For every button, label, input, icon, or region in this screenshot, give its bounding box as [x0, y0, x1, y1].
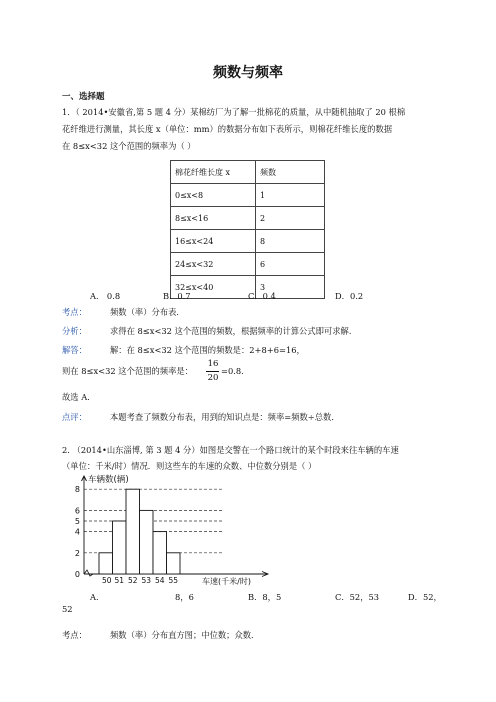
- table-header: 频数: [256, 161, 325, 184]
- histogram-bar: [99, 553, 113, 574]
- table-cell: 24≤x<32: [171, 253, 256, 276]
- histogram-bar: [113, 521, 127, 574]
- page-title: 频数与频率: [213, 65, 283, 81]
- x-tick-label: 50: [101, 576, 112, 585]
- q1-dianping: 本题考查了频数分布表，用到的知识点是：频率=频数÷总数．: [110, 412, 340, 422]
- frequency-table: [170, 160, 325, 299]
- q2-option-b: B．8，5: [248, 592, 282, 602]
- y-tick-label: 0: [74, 570, 80, 579]
- q1-fenxi-label: 分析：: [62, 326, 87, 336]
- q2-line1: 2. （2014•山东淄博, 第 3 题 4 分）如图是交警在一个路口统计的某个时段来往车辆的车速: [62, 445, 399, 455]
- x-tick-label: 54: [154, 576, 165, 585]
- table-cell: 0≤x<8: [171, 184, 256, 207]
- x-tick-label: 53: [141, 576, 152, 585]
- table-cell: 2: [256, 207, 325, 230]
- x-axis-label: 车速(千米/时): [202, 577, 251, 586]
- table-row: [171, 184, 325, 207]
- table-cell: 32≤x<40: [171, 276, 256, 299]
- table-row: [171, 230, 325, 253]
- fraction-bar: [206, 371, 219, 372]
- x-tick-label: 51: [114, 576, 125, 585]
- table-cell: 1: [256, 184, 325, 207]
- q2-line2: （单位：千米/时）情况．则这些车的车速的众数、中位数分别是（ ）: [62, 461, 317, 471]
- q1-line2: 花纤维进行测量，其长度 x（单位：mm）的数据分布如下表所示，则棉花纤维长度的数据: [62, 124, 393, 134]
- table-row: [171, 207, 325, 230]
- speed-histogram: [62, 474, 292, 590]
- q1-option-a: A． 0.8: [90, 291, 121, 301]
- x-tick-label: 52: [127, 576, 138, 585]
- q1-jieda-label: 解答：: [62, 345, 87, 355]
- q1-ratio-prefix: 则在 8≤x<32 这个范围的频率是：: [62, 366, 193, 376]
- table-cell: 6: [256, 253, 325, 276]
- table-cell: 16≤x<24: [171, 230, 256, 253]
- table-cell: 8: [256, 230, 325, 253]
- histogram-bar: [140, 510, 154, 574]
- q1-option-c: C．0.4: [248, 291, 276, 301]
- q2-option-a-label: A．: [90, 592, 105, 602]
- fraction-numerator: 16: [207, 359, 219, 369]
- q1-line1: 1．（ 2014•安徽省,第 5 题 4 分）某棉纺厂为了解一批棉花的质量，从中随机抽取了 20 根棉: [62, 107, 406, 117]
- q2-kaodian: 频数（率）分布直方图；中位数；众数．: [110, 630, 260, 640]
- q2-option-d-cont: 52: [62, 604, 73, 614]
- q2-kaodian-label: 考点：: [62, 630, 87, 640]
- section-heading: 一、选择题: [62, 92, 105, 102]
- y-tick-label: 6: [74, 506, 80, 516]
- q1-dianping-label: 点评：: [62, 412, 87, 422]
- y-tick-label: 2: [74, 548, 80, 558]
- y-axis-label: 车辆数(辆): [88, 475, 129, 485]
- x-tick-label: 55: [168, 576, 179, 585]
- table-cell: 8≤x<16: [171, 207, 256, 230]
- q1-kaodian-label: 考点：: [62, 307, 87, 317]
- y-tick-label: 4: [74, 527, 80, 537]
- table-cell: 3: [256, 276, 325, 299]
- table-header: 棉花纤维长度 x: [171, 161, 256, 184]
- histogram-bar: [126, 489, 140, 574]
- histogram-bar: [153, 532, 167, 574]
- y-tick-label: 5: [74, 517, 80, 526]
- q1-option-b: B．0.7: [163, 291, 191, 301]
- q2-option-d: D．52，: [408, 592, 442, 602]
- q1-ratio-suffix: =0.8．: [221, 366, 250, 376]
- q1-option-d: D．0.2: [335, 291, 364, 301]
- q1-kaodian: 频数（率）分布表．: [110, 307, 185, 317]
- table-header-row: [171, 161, 325, 184]
- axis-break: [84, 570, 93, 576]
- q1-jieda: 解：在 8≤x<32 这个范围的频数是：2+8+6=16，: [110, 345, 305, 355]
- table-row: [171, 253, 325, 276]
- fraction-denominator: 20: [207, 373, 219, 383]
- q1-conclusion: 故选 A．: [62, 392, 96, 402]
- histogram-bar: [167, 553, 181, 574]
- q2-option-c: C．52，53: [335, 592, 380, 602]
- q2-option-a-value: 8，6: [175, 592, 194, 602]
- y-tick-label: 8: [74, 485, 80, 495]
- q1-fenxi: 求得在 8≤x<32 这个范围的频数，根据频率的计算公式即可求解．: [110, 326, 358, 336]
- q1-line3: 在 8≤x<32 这个范围的频率为（ ）: [62, 141, 196, 151]
